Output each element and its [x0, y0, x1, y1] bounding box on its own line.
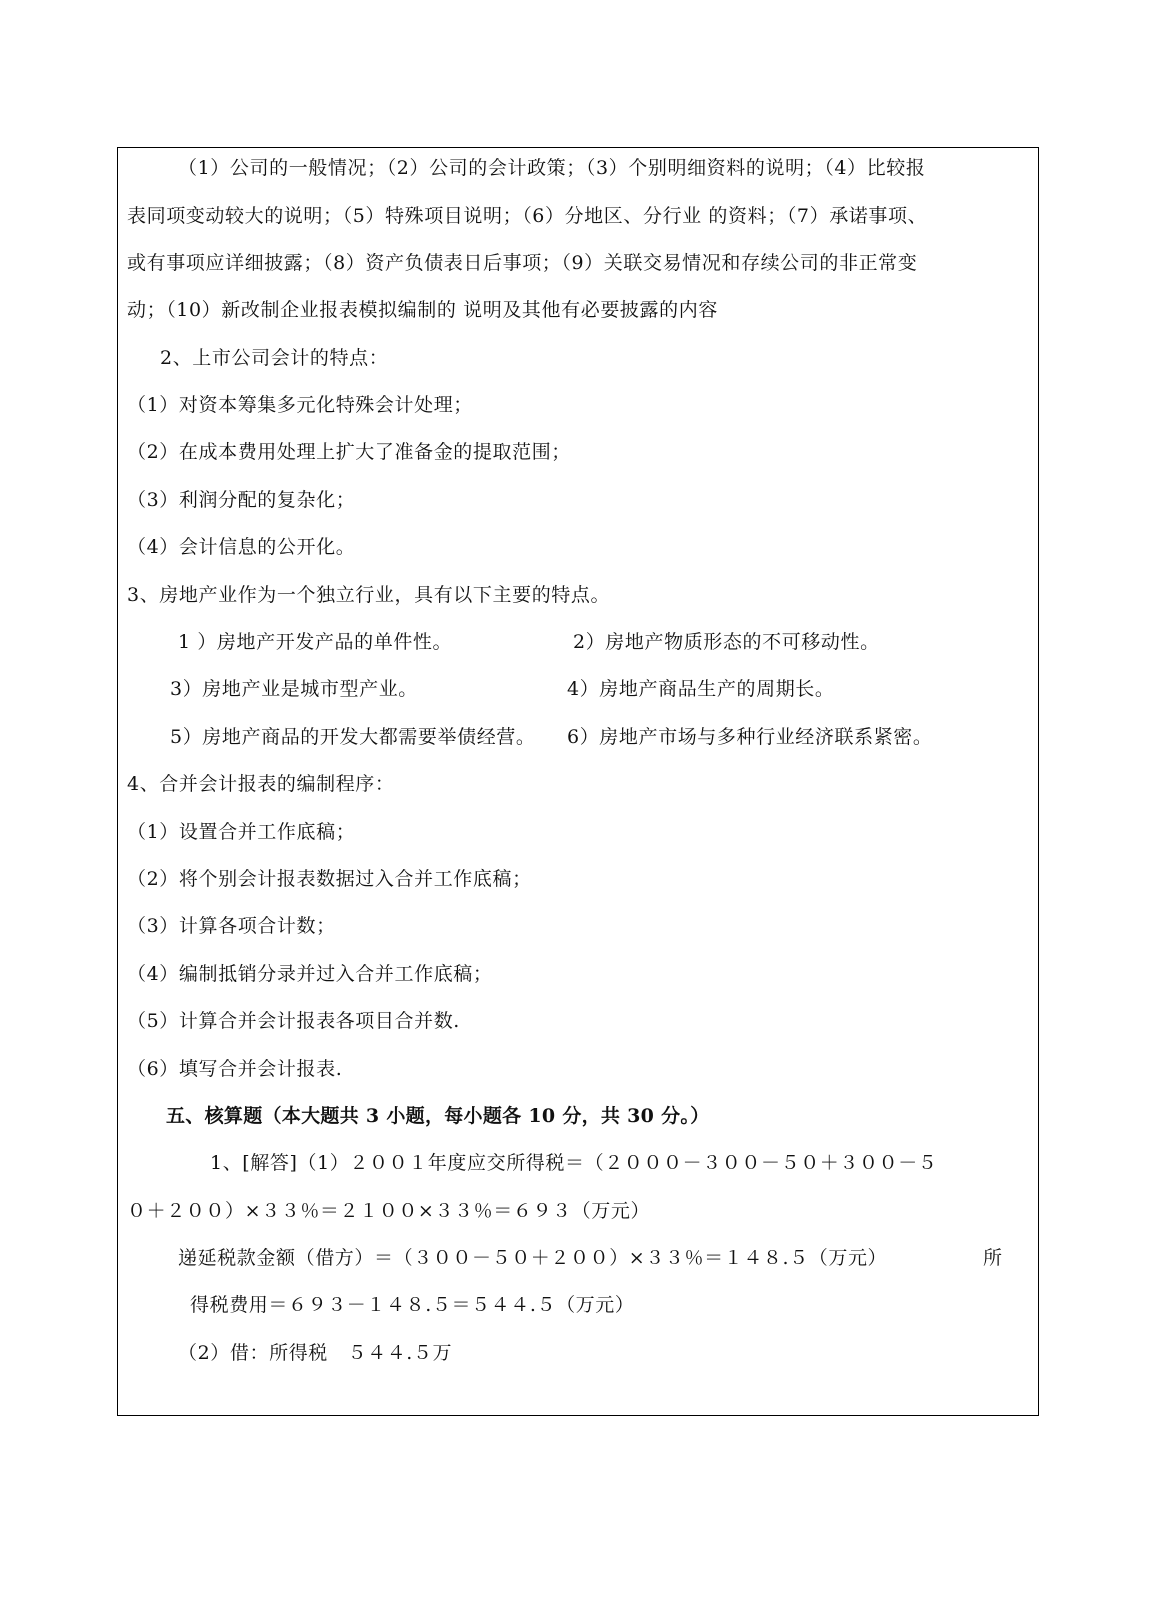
answer-line-3: 递延税款金额（借方）＝（３００－５０＋２００）×３３％＝１４８.５（万元）	[178, 1247, 888, 1269]
section3-heading: 3、房地产业作为一个独立行业，具有以下主要的特点。	[127, 584, 611, 606]
intro-line-3: 或有事项应详细披露；（8）资产负债表日后事项；（9）关联交易情况和存续公司的非正常变	[127, 252, 918, 274]
section3-item: 3）房地产业是城市型产业。	[170, 678, 418, 700]
intro-line-4: 动；（10）新改制企业报表模拟编制的 说明及其他有必要披露的内容	[127, 299, 718, 321]
section2-item: （1）对资本筹集多元化特殊会计处理；	[127, 394, 473, 416]
section4-item: （5）计算合并会计报表各项目合并数.	[127, 1010, 460, 1032]
section3-item: 1 ）房地产开发产品的单件性。	[178, 631, 453, 653]
section3-item: 2）房地产物质形态的不可移动性。	[573, 631, 880, 653]
intro-line-2: 表同项变动较大的说明；（5）特殊项目说明；（6）分地区、分行业 的资料；（7）承诺事项、	[127, 205, 928, 227]
section2-heading: 2、上市公司会计的特点：	[160, 347, 389, 369]
section2-item: （3）利润分配的复杂化；	[127, 489, 356, 511]
section4-heading: 4、合并会计报表的编制程序：	[127, 773, 395, 795]
answer-line-5: （2）借：所得税 ５４４.５万	[178, 1342, 453, 1364]
section4-item: （6）填写合并会计报表.	[127, 1058, 343, 1080]
section4-item: （3）计算各项合计数；	[127, 915, 336, 937]
answer-line-3-tail: 所	[983, 1247, 1003, 1269]
answer-line-1: 1、[解答]（1）２００１年度应交所得税＝（２０００－３００－５０＋３００－５	[210, 1152, 938, 1174]
section5-heading: 五、核算题（本大题共 3 小题，每小题各 10 分，共 30 分。）	[166, 1105, 710, 1127]
section3-item: 6）房地产市场与多种行业经济联系紧密。	[567, 726, 933, 748]
answer-line-2: ０＋２００）×３３％＝２１００×３３％＝６９３（万元）	[127, 1200, 651, 1222]
section4-item: （4）编制抵销分录并过入合并工作底稿；	[127, 963, 493, 985]
section3-item: 5）房地产商品的开发大都需要举债经营。	[170, 726, 536, 748]
section4-item: （1）设置合并工作底稿；	[127, 821, 356, 843]
section2-item: （4）会计信息的公开化。	[127, 536, 356, 558]
section3-item: 4）房地产商品生产的周期长。	[567, 678, 835, 700]
section4-item: （2）将个别会计报表数据过入合并工作底稿；	[127, 868, 532, 890]
section2-item: （2）在成本费用处理上扩大了准备金的提取范围；	[127, 441, 571, 463]
answer-line-4: 得税费用＝６９３－１４８.５＝５４４.５（万元）	[190, 1294, 635, 1316]
intro-line-1: （1）公司的一般情况；（2）公司的会计政策；（3）个别明细资料的说明；（4）比较报	[178, 157, 926, 179]
